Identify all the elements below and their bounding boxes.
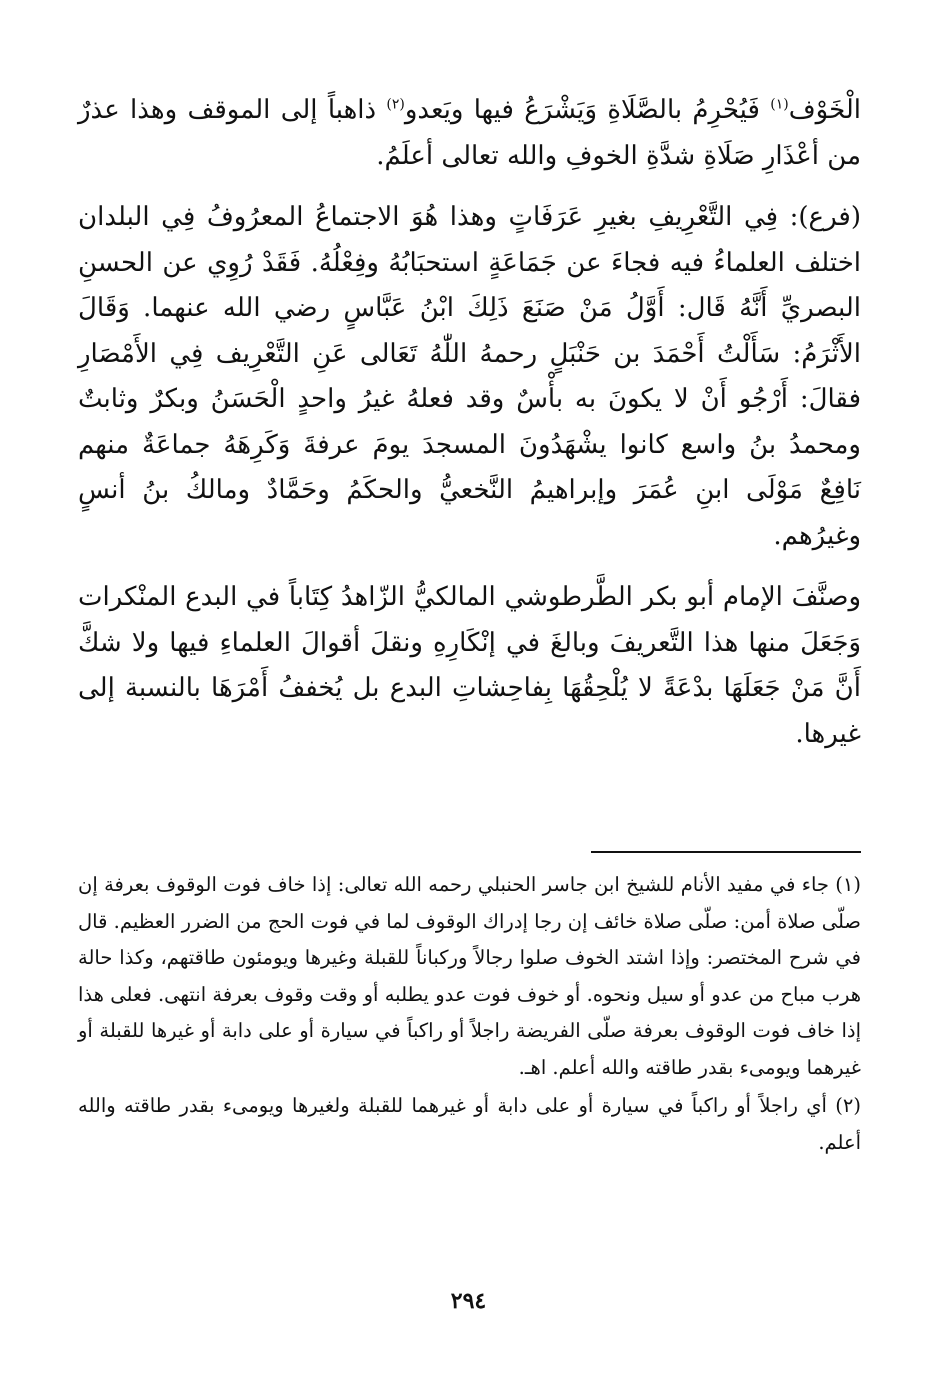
paragraph-1: [78, 88, 861, 179]
spacer: [78, 773, 861, 851]
paragraph-1-part-1: الْخَوْف: [788, 95, 861, 125]
footnote-ref-1: (١): [770, 96, 789, 113]
main-text: [78, 88, 861, 757]
footnote-2: (٢) أي راجلاً أو راكباً في سيارة أو على دابة أو غيرهما للقبلة ولغيرها ويومىء بقدر طاقته والله أعلم.: [78, 1094, 861, 1154]
footnotes: [78, 867, 861, 1161]
paragraph-3: وصنَّفَ الإمام أبو بكر الطَّرطوشي المالكيُّ الزّاهدُ كِتَاباً في البدع المنْكرات وَجَعَلَ منها هذا التَّعريفَ وبالغَ في إنْكَارِهِ ونقلَ أقوالَ العلماءِ فيها ولا شكَّ أَنَّ مَنْ جَعَلَهَا بدْعَةً لا يُلْحِقُهَا بِفاحِشاتِ البدع بل يُخففُ أَمْرَهَا بالنسبة إلى غيرها.: [78, 582, 861, 749]
footnote-1: (١) جاء في مفيد الأنام للشيخ ابن جاسر الحنبلي رحمه الله تعالى: إذا خاف فوت الوقوف بعرفة إن صلّى صلاة أمن: صلّى صلاة خائف إن رجا إدراك الوقوف لما في فوت الحج من الضرر العظيم. قال في شرح المختصر: وإذا اشتد الخوف صلوا رجالاً وركباناً للقبلة وغيرها ويومئون طاقتهم، وكذا حالة هرب مباح من عدو أو سيل ونحوه. أو خوف فوت عدو يطلبه أو وقت وقوف بعرفة انتهى. فعلى هذا إذا خاف فوت الوقوف بعرفة صلّى الفريضة راجلاً أو راكباً في سيارة أو على دابة أو غيرها للقبلة أو غيرهما ويومىء بقدر طاقته والله أعلم. اهـ.: [78, 873, 861, 1079]
page-number: ٢٩٤: [450, 1288, 487, 1314]
footnote-separator: [591, 851, 861, 853]
footnote-ref-2: (٢): [386, 96, 405, 113]
paragraph-1-part-2: فَيُحْرِمُ بالصَّلَاةِ وَيَشْرَعُ فيها ويَعدو: [404, 95, 771, 125]
paragraph-2: (فرع): فِي التَّعْرِيفِ بغيرِ عَرَفَاتٍ وهذا هُوَ الاجتماعُ المعرُوفُ فِي البلدان اختلف العلماءُ فيه فجاءَ عن جَمَاعَةٍ استحبَابُهُ وفِعْلُهُ. فَقَدْ رُوِي عن الحسنِ البصريِّ أَنَّهُ قَال: أَوَّلُ مَنْ صَنَعَ ذَلِكَ ابْنُ عَبَّاسٍ رضي الله عنهما. وَقَالَ الأَثْرَمُ: سَأَلْتُ أَحْمَدَ بن حَنْبَلٍ رحمهُ اللّٰهُ تَعَالى عَنِ التَّعْرِيف فِي الأَمْصَارِ فقالَ: أَرْجُو أَنْ لا يكونَ به بأْسٌ وقد فعلهُ غيرُ واحدٍ الْحَسَنُ وبكرٌ وثابتٌ ومحمدُ بنُ واسع كانوا يشْهَدُونَ المسجدَ يومَ عرفةَ وَكَرِهَهُ جماعَةٌ منهم نَافِعٌ مَوْلَى ابنِ عُمَرَ وإبراهيمُ النَّخعيُّ والحكَمُ وحَمَّادٌ ومالكُ بنُ أنسٍ وغيرُهم.: [78, 202, 861, 551]
paragraph-1-part-3: ذاهباً إلى الموقف وهذا عذرٌ من أعْذَارِ صَلَاةِ شدَّةِ الخوفِ والله تعالى أعلَمُ.: [78, 95, 861, 171]
